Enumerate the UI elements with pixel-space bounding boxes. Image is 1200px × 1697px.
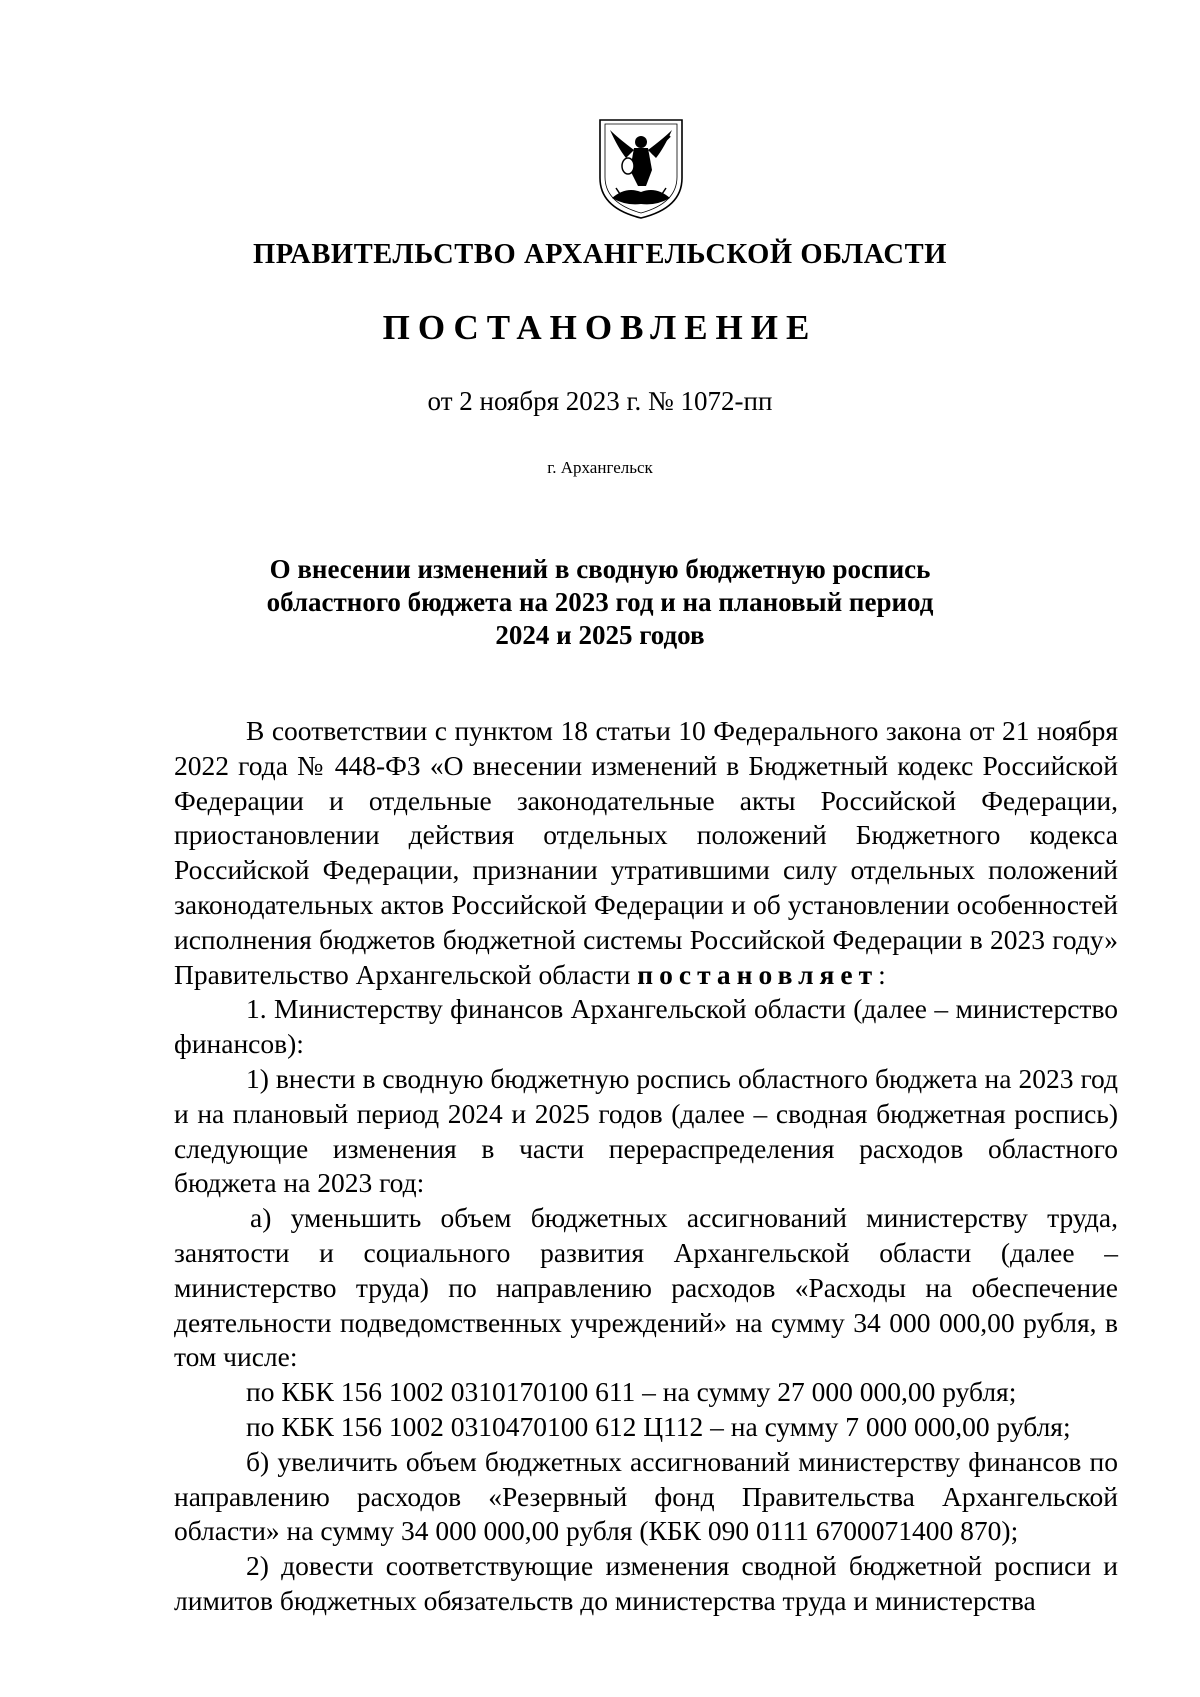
document-type: ПОСТАНОВЛЕНИЕ — [382, 308, 818, 347]
kbk-line-1: по КБК 156 1002 0310170100 611 – на сумму 27 000 000,00 рубля; — [246, 1376, 1017, 1408]
kbk-line-2: по КБК 156 1002 0310470100 612 Ц112 – на сумму 7 000 000,00 рубля; — [246, 1410, 1071, 1442]
item-a-paragraph: а) уменьшить объем бюджетных ассигнований министерству труда, занятости и социального развития Архангельской области (далее – министерство труда) по направлению расходов «Расходы на обеспечение деятельности подведомственных учреждений» на сумму 34 000 000,00 рубля, в том числе: — [174, 1202, 1118, 1373]
organization-name: ПРАВИТЕЛЬСТВО АРХАНГЕЛЬСКОЙ ОБЛАСТИ — [253, 239, 947, 270]
title-line-2: областного бюджета на 2023 год и на плановый период — [266, 587, 934, 617]
item-1-2-paragraph: 2) довести соответствующие изменения сводной бюджетной росписи и лимитов бюджетных обязательств до министерства труда и министерства — [174, 1550, 1118, 1616]
document-body — [174, 714, 1118, 1619]
title-line-1: О внесении изменений в сводную бюджетную роспись — [269, 554, 931, 584]
decree-colon: : — [878, 958, 886, 990]
title-line-3: 2024 и 2025 годов — [495, 620, 705, 650]
item-1-paragraph: 1. Министерству финансов Архангельской области (далее – министерство финансов): — [174, 993, 1118, 1060]
preamble-text: В соответствии с пунктом 18 статьи 10 Федерального закона от 21 ноября 2022 года № 448-ФЗ «О внесении изменений в Бюджетный кодекс Российской Федерации и отдельные законодательные акты Российской Федерации, приостановлении действия отдельных положений Бюджетного кодекса Российской Федерации, признании утратившими силу отдельных положений законодательных актов Российской Федерации и об установлении особенностей исполнения бюджетов бюджетной системы Российской Федерации в 2023 году» Правительство Архангельской области — [174, 715, 1118, 990]
item-1-1-paragraph: 1) внести в сводную бюджетную роспись областного бюджета на 2023 год и на плановый период 2024 и 2025 годов (далее – сводная бюджетная роспись) следующие изменения в части перераспределения расходов областного бюджета на 2023 год: — [174, 1062, 1118, 1199]
decree-word: постановляет — [637, 958, 879, 990]
document-title — [160, 553, 1040, 652]
item-b-paragraph: б) увеличить объем бюджетных ассигнований министерству финансов по направлению расходов «Резервный фонд Правительства Архангельской области» на сумму 34 000 000,00 рубля (КБК 090 0111 6700071400 870); — [174, 1445, 1118, 1547]
coat-of-arms-emblem — [596, 114, 686, 222]
document-date-number: от 2 ноября 2023 г. № 1072-пп — [427, 386, 773, 416]
document-city: г. Архангельск — [547, 458, 653, 477]
preamble-paragraph — [174, 714, 1118, 992]
